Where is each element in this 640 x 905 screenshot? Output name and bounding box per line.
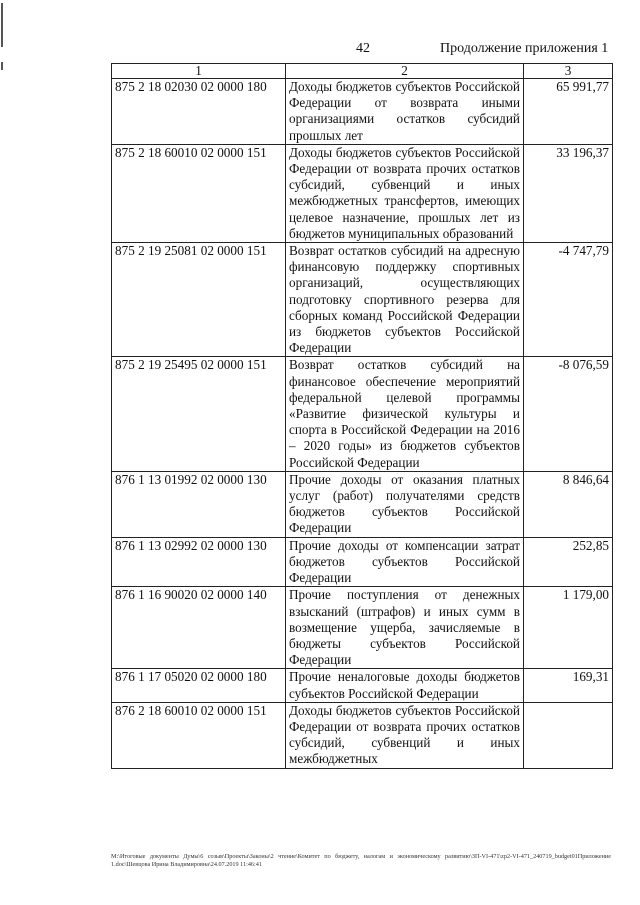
income-description: Прочие доходы от компенсации затрат бюджетов субъектов Российской Федерации xyxy=(286,537,524,587)
budget-code: 876 1 13 01992 02 0000 130 xyxy=(112,471,286,537)
budget-code: 876 2 18 60010 02 0000 151 xyxy=(112,702,286,768)
table-row xyxy=(112,537,613,587)
amount: -4 747,79 xyxy=(524,243,613,357)
amount: -8 076,59 xyxy=(524,357,613,471)
continuation-title: Продолжение приложения 1 xyxy=(440,41,609,56)
amount: 8 846,64 xyxy=(524,471,613,537)
budget-code: 876 1 16 90020 02 0000 140 xyxy=(112,587,286,669)
amount: 169,31 xyxy=(524,669,613,702)
budget-code: 876 1 13 02992 02 0000 130 xyxy=(112,537,286,587)
column-header-2: 2 xyxy=(286,64,524,79)
amount: 252,85 xyxy=(524,537,613,587)
amount: 65 991,77 xyxy=(524,79,613,145)
table-header-row xyxy=(112,64,613,79)
budget-code: 875 2 18 60010 02 0000 151 xyxy=(112,144,286,242)
binding-mark xyxy=(1,62,3,70)
column-header-1: 1 xyxy=(112,64,286,79)
budget-code: 876 1 17 05020 02 0000 180 xyxy=(112,669,286,702)
table-row xyxy=(112,702,613,768)
amount: 33 196,37 xyxy=(524,144,613,242)
income-description: Доходы бюджетов субъектов Российской Федерации от возврата прочих остатков субсидий, субвенций и иных межбюджетных xyxy=(286,702,524,768)
table-row xyxy=(112,669,613,702)
income-description: Доходы бюджетов субъектов Российской Федерации от возврата прочих остатков субсидий, субвенций и иных межбюджетных трансфертов, имеющих целевое назначение, прошлых лет из бюджетов муниципальных образований xyxy=(286,144,524,242)
table-row xyxy=(112,79,613,145)
income-table xyxy=(111,63,613,769)
table-row xyxy=(112,587,613,669)
income-description: Прочие поступления от денежных взысканий (штрафов) и иных сумм в возмещение ущерба, зачисляемые в бюджеты субъектов Российской Федерации xyxy=(286,587,524,669)
budget-code: 875 2 19 25495 02 0000 151 xyxy=(112,357,286,471)
column-header-3: 3 xyxy=(524,64,613,79)
binding-mark xyxy=(1,3,3,47)
table-row xyxy=(112,243,613,357)
amount: 1 179,00 xyxy=(524,587,613,669)
income-description: Прочие доходы от оказания платных услуг (работ) получателями средств бюджетов субъектов Российской Федерации xyxy=(286,471,524,537)
table-row xyxy=(112,357,613,471)
budget-code: 875 2 19 25081 02 0000 151 xyxy=(112,243,286,357)
budget-code: 875 2 18 02030 02 0000 180 xyxy=(112,79,286,145)
income-description: Возврат остатков субсидий на адресную финансовую поддержку спортивных организаций, осуществляющих подготовку спортивного резерва для сборных команд Российской Федерации из бюджетов субъектов Российской Федерации xyxy=(286,243,524,357)
document-path-footer: M:\Итоговые документы Думы\6 созыв\Проекты\Законы\2 чтение\Комитет по бюджету, налогам и экономическому развитию\ЗП-VI-471\zp2-VI-471_240719_budget01Приложение 1.doc\Шевцова Ирина Владимировна\24.07.2019 11:46:41 xyxy=(111,853,611,868)
page-number: 42 xyxy=(356,41,370,56)
income-description: Доходы бюджетов субъектов Российской Федерации от возврата иными организациями остатков субсидий прошлых лет xyxy=(286,79,524,145)
table-row xyxy=(112,144,613,242)
amount xyxy=(524,702,613,768)
income-description: Возврат остатков субсидий на финансовое обеспечение мероприятий федеральной целевой программы «Развитие физической культуры и спорта в Российской Федерации на 2016 – 2020 годы» из бюджетов субъектов Российской Федерации xyxy=(286,357,524,471)
income-description: Прочие неналоговые доходы бюджетов субъектов Российской Федерации xyxy=(286,669,524,702)
table-row xyxy=(112,471,613,537)
